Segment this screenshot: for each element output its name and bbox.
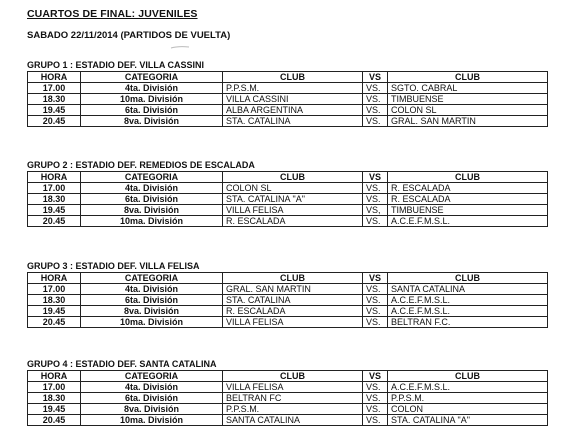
table-row [28, 284, 548, 295]
cell-categoria: 6ta. División [81, 105, 223, 116]
cell-club: GRAL. SAN MARTIN [223, 284, 363, 295]
cell-vs: VS. [363, 183, 388, 194]
cell-vs: VS. [363, 194, 388, 205]
cell-club-2: R. ESCALADA [388, 194, 548, 205]
pen-mark [170, 45, 190, 49]
cell-club: VILLA FELISA [223, 205, 363, 216]
cell-categoria: 10ma. División [81, 415, 223, 426]
header-hora: HORA [28, 172, 81, 183]
fixture-table [27, 370, 548, 426]
table-row [28, 382, 548, 393]
cell-hora: 17.00 [28, 382, 81, 393]
cell-vs: VS. [363, 317, 388, 328]
table-header-row [28, 371, 548, 382]
group-title: GRUPO 1 : ESTADIO DEF. VILLA CASSINI [27, 60, 205, 70]
cell-hora: 18.30 [28, 94, 81, 105]
cell-club: VILLA FELISA [223, 317, 363, 328]
cell-categoria: 6ta. División [81, 194, 223, 205]
header-club: CLUB [223, 172, 363, 183]
table-header-row [28, 72, 548, 83]
table-row [28, 105, 548, 116]
cell-hora: 20.45 [28, 116, 81, 127]
header-vs: VS [363, 371, 388, 382]
header-club: CLUB [223, 273, 363, 284]
cell-vs: VS, [363, 205, 388, 216]
cell-categoria: 8va. División [81, 116, 223, 127]
header-club-2: CLUB [388, 371, 548, 382]
header-vs: VS [363, 72, 388, 83]
cell-hora: 20.45 [28, 415, 81, 426]
cell-vs: VS. [363, 83, 388, 94]
cell-club: R. ESCALADA [223, 306, 363, 317]
cell-club-2: TIMBUENSE [388, 205, 548, 216]
table-row [28, 194, 548, 205]
cell-club-2: A.C.E.F.M.S.L. [388, 306, 548, 317]
cell-hora: 17.00 [28, 183, 81, 194]
cell-categoria: 10ma. División [81, 216, 223, 227]
cell-vs: VS. [363, 295, 388, 306]
header-categoria: CATEGORIA [81, 371, 223, 382]
cell-vs: VS. [363, 284, 388, 295]
cell-categoria: 6ta. División [81, 295, 223, 306]
cell-vs: VS. [363, 404, 388, 415]
cell-club: STA. CATALINA [223, 295, 363, 306]
group-title: GRUPO 3 : ESTADIO DEF. VILLA FELISA [27, 261, 200, 271]
cell-club: STA. CATALINA [223, 116, 363, 127]
table-header-row [28, 172, 548, 183]
cell-categoria: 8va. División [81, 306, 223, 317]
document-title: CUARTOS DE FINAL: JUVENILES [27, 8, 198, 20]
cell-hora: 20.45 [28, 216, 81, 227]
table-row [28, 216, 548, 227]
header-club-2: CLUB [388, 273, 548, 284]
cell-club-2: A.C.E.F.M.S.L. [388, 295, 548, 306]
cell-club-2: TIMBUENSE [388, 94, 548, 105]
header-hora: HORA [28, 273, 81, 284]
table-row [28, 393, 548, 404]
cell-club: STA. CATALINA "A" [223, 194, 363, 205]
cell-club: VILLA FELISA [223, 382, 363, 393]
cell-club-2: SGTO. CABRAL [388, 83, 548, 94]
cell-club: SANTA CATALINA [223, 415, 363, 426]
cell-categoria: 8va. División [81, 205, 223, 216]
cell-hora: 19.45 [28, 306, 81, 317]
cell-club-2: P.P.S.M. [388, 393, 548, 404]
table-row [28, 116, 548, 127]
table-row [28, 83, 548, 94]
cell-vs: VS. [363, 105, 388, 116]
cell-vs: VS. [363, 94, 388, 105]
table-header-row [28, 273, 548, 284]
cell-categoria: 4ta. División [81, 83, 223, 94]
cell-hora: 19.45 [28, 105, 81, 116]
cell-hora: 18.30 [28, 393, 81, 404]
fixture-table [27, 71, 548, 127]
cell-categoria: 4ta. División [81, 284, 223, 295]
document-subtitle: SABADO 22/11/2014 (PARTIDOS DE VUELTA) [27, 30, 231, 41]
cell-club-2: COLON [388, 404, 548, 415]
cell-club-2: R. ESCALADA [388, 183, 548, 194]
cell-hora: 18.30 [28, 194, 81, 205]
cell-club-2: A.C.E.F.M.S.L. [388, 382, 548, 393]
group-1 [27, 60, 547, 127]
cell-vs: VS. [363, 382, 388, 393]
table-row [28, 404, 548, 415]
header-hora: HORA [28, 371, 81, 382]
table-row [28, 94, 548, 105]
table-row [28, 317, 548, 328]
group-2 [27, 160, 547, 227]
cell-club-2: BELTRAN F.C. [388, 317, 548, 328]
cell-club: COLON SL [223, 183, 363, 194]
cell-categoria: 4ta. División [81, 183, 223, 194]
cell-club-2: STA. CATALINA "A" [388, 415, 548, 426]
table-row [28, 295, 548, 306]
header-hora: HORA [28, 72, 81, 83]
cell-club: R. ESCALADA [223, 216, 363, 227]
header-categoria: CATEGORIA [81, 172, 223, 183]
cell-club-2: COLON SL [388, 105, 548, 116]
group-4 [27, 359, 547, 426]
group-title: GRUPO 2 : ESTADIO DEF. REMEDIOS DE ESCALADA [27, 160, 255, 170]
group-3 [27, 261, 547, 328]
header-vs: VS [363, 172, 388, 183]
cell-hora: 19.45 [28, 404, 81, 415]
cell-categoria: 4ta. División [81, 382, 223, 393]
cell-hora: 18.30 [28, 295, 81, 306]
fixture-table [27, 171, 548, 227]
cell-hora: 19.45 [28, 205, 81, 216]
cell-vs: VS. [363, 306, 388, 317]
table-row [28, 306, 548, 317]
cell-hora: 20.45 [28, 317, 81, 328]
cell-vs: VS. [363, 393, 388, 404]
cell-vs: VS. [363, 415, 388, 426]
header-club: CLUB [223, 72, 363, 83]
cell-club-2: GRAL. SAN MARTIN [388, 116, 548, 127]
cell-categoria: 10ma. División [81, 317, 223, 328]
cell-club: P.P.S.M. [223, 83, 363, 94]
cell-club: P.P.S.M. [223, 404, 363, 415]
cell-club-2: SANTA CATALINA [388, 284, 548, 295]
cell-hora: 17.00 [28, 284, 81, 295]
header-categoria: CATEGORIA [81, 273, 223, 284]
cell-categoria: 6ta. División [81, 393, 223, 404]
group-title: GRUPO 4 : ESTADIO DEF. SANTA CATALINA [27, 359, 217, 369]
cell-vs: VS. [363, 216, 388, 227]
header-club-2: CLUB [388, 172, 548, 183]
table-row [28, 183, 548, 194]
table-row [28, 415, 548, 426]
cell-club: BELTRAN FC [223, 393, 363, 404]
cell-vs: VS. [363, 116, 388, 127]
cell-club-2: A.C.E.F.M.S.L. [388, 216, 548, 227]
header-club: CLUB [223, 371, 363, 382]
cell-hora: 17.00 [28, 83, 81, 94]
cell-categoria: 8va. División [81, 404, 223, 415]
fixture-table [27, 272, 548, 328]
table-row [28, 205, 548, 216]
cell-club: VILLA CASSINI [223, 94, 363, 105]
header-vs: VS [363, 273, 388, 284]
header-categoria: CATEGORIA [81, 72, 223, 83]
cell-club: ALBA ARGENTINA [223, 105, 363, 116]
header-club-2: CLUB [388, 72, 548, 83]
cell-categoria: 10ma. División [81, 94, 223, 105]
